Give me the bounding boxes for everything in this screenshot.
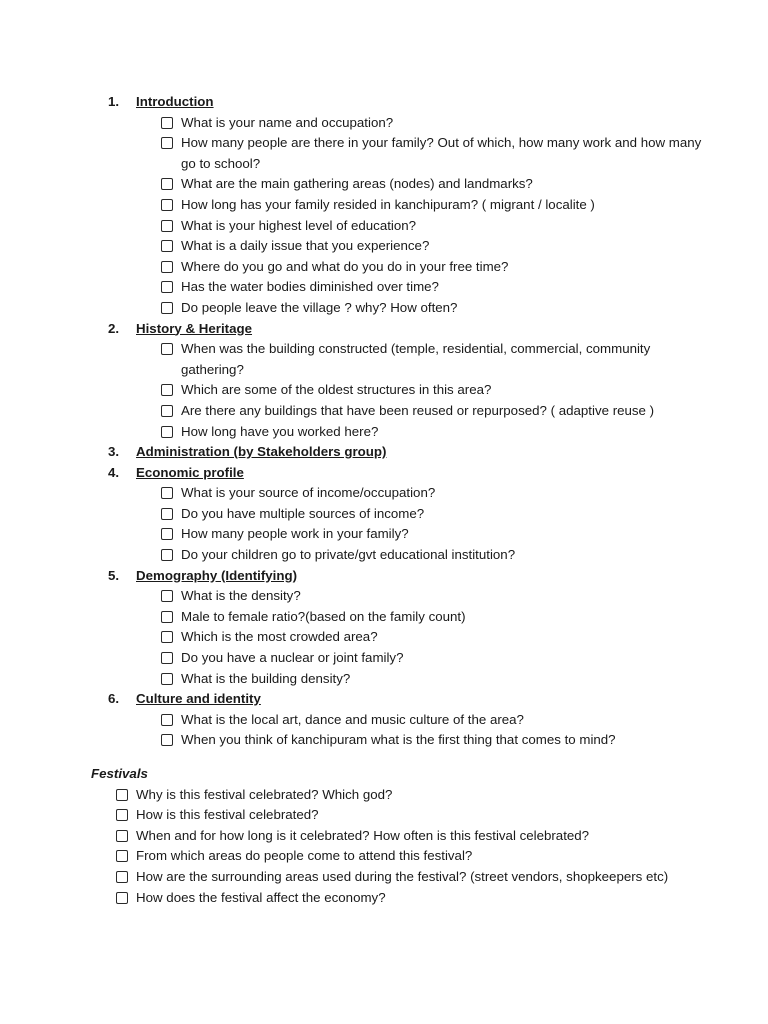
section-checklist xyxy=(108,113,708,319)
checklist-item xyxy=(160,277,708,298)
question-text: What is a daily issue that you experience? xyxy=(181,238,430,254)
section-heading xyxy=(108,463,708,484)
checkbox[interactable] xyxy=(161,508,173,520)
checklist-item xyxy=(160,730,708,751)
question-text: Do you have a nuclear or joint family? xyxy=(181,650,404,666)
checkbox[interactable] xyxy=(161,220,173,232)
section-title: Demography (Identifying) xyxy=(136,567,298,583)
festivals-section xyxy=(91,764,691,908)
checkbox[interactable] xyxy=(116,830,128,842)
checklist-item xyxy=(160,607,708,628)
question-text: Where do you go and what do you do in your free time? xyxy=(181,258,509,274)
section-title: Economic profile xyxy=(136,464,244,480)
section-checklist xyxy=(108,710,708,751)
checklist-item xyxy=(160,113,708,134)
checkbox[interactable] xyxy=(161,384,173,396)
section-title: Administration (by Stakeholders group) xyxy=(136,444,387,460)
section-number: 5. xyxy=(108,567,120,583)
question-text: How many people are there in your family? Out of which, how many work and how many go to school? xyxy=(181,135,702,171)
checkbox[interactable] xyxy=(116,789,128,801)
checklist-item xyxy=(160,710,708,731)
question-text: What is your source of income/occupation? xyxy=(181,485,436,501)
checklist-item xyxy=(160,669,708,690)
checklist-item xyxy=(160,627,708,648)
checkbox[interactable] xyxy=(161,426,173,438)
checklist-item xyxy=(160,133,708,174)
section-title: History & Heritage xyxy=(136,320,253,336)
question-text: When was the building constructed (temple, residential, commercial, community gathering? xyxy=(181,341,651,377)
section-checklist xyxy=(108,339,708,442)
festival-checklist-item xyxy=(115,805,691,826)
question-text: Do you have multiple sources of income? xyxy=(181,505,425,521)
question-text: When you think of kanchipuram what is the first thing that comes to mind? xyxy=(181,732,616,748)
question-text: When and for how long is it celebrated? How often is this festival celebrated? xyxy=(136,827,590,843)
question-text: What are the main gathering areas (nodes) and landmarks? xyxy=(181,176,533,192)
checkbox[interactable] xyxy=(161,734,173,746)
checkbox[interactable] xyxy=(116,809,128,821)
question-text: What is your highest level of education? xyxy=(181,217,417,233)
checkbox[interactable] xyxy=(161,261,173,273)
section-1 xyxy=(108,92,708,319)
section-heading xyxy=(108,92,708,113)
section-heading xyxy=(108,442,708,463)
checkbox[interactable] xyxy=(116,892,128,904)
checkbox[interactable] xyxy=(161,590,173,602)
checkbox[interactable] xyxy=(161,652,173,664)
question-text: Male to female ratio?(based on the family count) xyxy=(181,608,466,624)
question-text: How is this festival celebrated? xyxy=(136,807,319,823)
section-checklist xyxy=(108,586,708,689)
section-number: 2. xyxy=(108,320,120,336)
checklist-item xyxy=(160,339,708,380)
checkbox[interactable] xyxy=(161,240,173,252)
checklist-item xyxy=(160,298,708,319)
question-text: What is the local art, dance and music culture of the area? xyxy=(181,711,524,727)
section-number: 3. xyxy=(108,444,120,460)
question-text: Which are some of the oldest structures in this area? xyxy=(181,382,492,398)
festival-checklist-item xyxy=(115,826,691,847)
question-text: Are there any buildings that have been reused or repurposed? ( adaptive reuse ) xyxy=(181,402,655,418)
question-text: How are the surrounding areas used during the festival? (street vendors, shopkeepers etc) xyxy=(136,868,669,884)
section-heading xyxy=(108,319,708,340)
festival-checklist-item xyxy=(115,846,691,867)
festival-checklist-item xyxy=(115,888,691,909)
festivals-checklist xyxy=(91,785,691,909)
checklist-item xyxy=(160,524,708,545)
question-text: How long have you worked here? xyxy=(181,423,379,439)
checklist-item xyxy=(160,648,708,669)
checkbox[interactable] xyxy=(161,199,173,211)
question-text: Why is this festival celebrated? Which god? xyxy=(136,786,393,802)
checkbox[interactable] xyxy=(161,178,173,190)
section-title: Introduction xyxy=(136,94,214,109)
checklist-item xyxy=(160,586,708,607)
checklist-item xyxy=(160,257,708,278)
festival-checklist-item xyxy=(115,867,691,888)
section-number: 6. xyxy=(108,691,120,707)
question-text: Do your children go to private/gvt educational institution? xyxy=(181,547,516,563)
section-4 xyxy=(108,463,708,566)
checklist-item xyxy=(160,195,708,216)
section-2 xyxy=(108,319,708,443)
checklist-item xyxy=(160,380,708,401)
checkbox[interactable] xyxy=(161,137,173,149)
checkbox[interactable] xyxy=(161,673,173,685)
section-heading xyxy=(108,566,708,587)
question-text: What is the density? xyxy=(181,588,301,604)
question-text: What is your name and occupation? xyxy=(181,114,394,130)
festival-checklist-item xyxy=(115,785,691,806)
checklist-item xyxy=(160,483,708,504)
checkbox[interactable] xyxy=(161,487,173,499)
checklist-item xyxy=(160,216,708,237)
section-title: Culture and identity xyxy=(136,691,261,707)
checkbox[interactable] xyxy=(161,343,173,355)
questionnaire-sections xyxy=(108,92,708,751)
checklist-item xyxy=(160,401,708,422)
checklist-item xyxy=(160,545,708,566)
section-number: 1. xyxy=(108,94,120,109)
checkbox[interactable] xyxy=(116,871,128,883)
question-text: How many people work in your family? xyxy=(181,526,409,542)
festivals-heading: Festivals xyxy=(91,766,148,781)
question-text: Do people leave the village ? why? How often? xyxy=(181,299,458,315)
checklist-item xyxy=(160,174,708,195)
question-text: Has the water bodies diminished over time? xyxy=(181,279,439,295)
checkbox[interactable] xyxy=(116,850,128,862)
checklist-item xyxy=(160,422,708,443)
question-text: How does the festival affect the economy? xyxy=(136,889,386,905)
checkbox[interactable] xyxy=(161,281,173,293)
checkbox[interactable] xyxy=(161,611,173,623)
section-checklist xyxy=(108,483,708,565)
question-text: How long has your family resided in kanchipuram? ( migrant / localite ) xyxy=(181,196,595,212)
section-number: 4. xyxy=(108,464,120,480)
checklist-item xyxy=(160,504,708,525)
checklist-item xyxy=(160,236,708,257)
checkbox[interactable] xyxy=(161,302,173,314)
question-text: From which areas do people come to attend this festival? xyxy=(136,848,473,864)
checkbox[interactable] xyxy=(161,405,173,417)
checkbox[interactable] xyxy=(161,631,173,643)
section-5 xyxy=(108,566,708,690)
section-heading xyxy=(108,689,708,710)
section-3 xyxy=(108,442,708,463)
question-text: What is the building density? xyxy=(181,670,351,686)
checkbox[interactable] xyxy=(161,528,173,540)
question-text: Which is the most crowded area? xyxy=(181,629,378,645)
checkbox[interactable] xyxy=(161,714,173,726)
checkbox[interactable] xyxy=(161,549,173,561)
checkbox[interactable] xyxy=(161,117,173,129)
section-6 xyxy=(108,689,708,751)
